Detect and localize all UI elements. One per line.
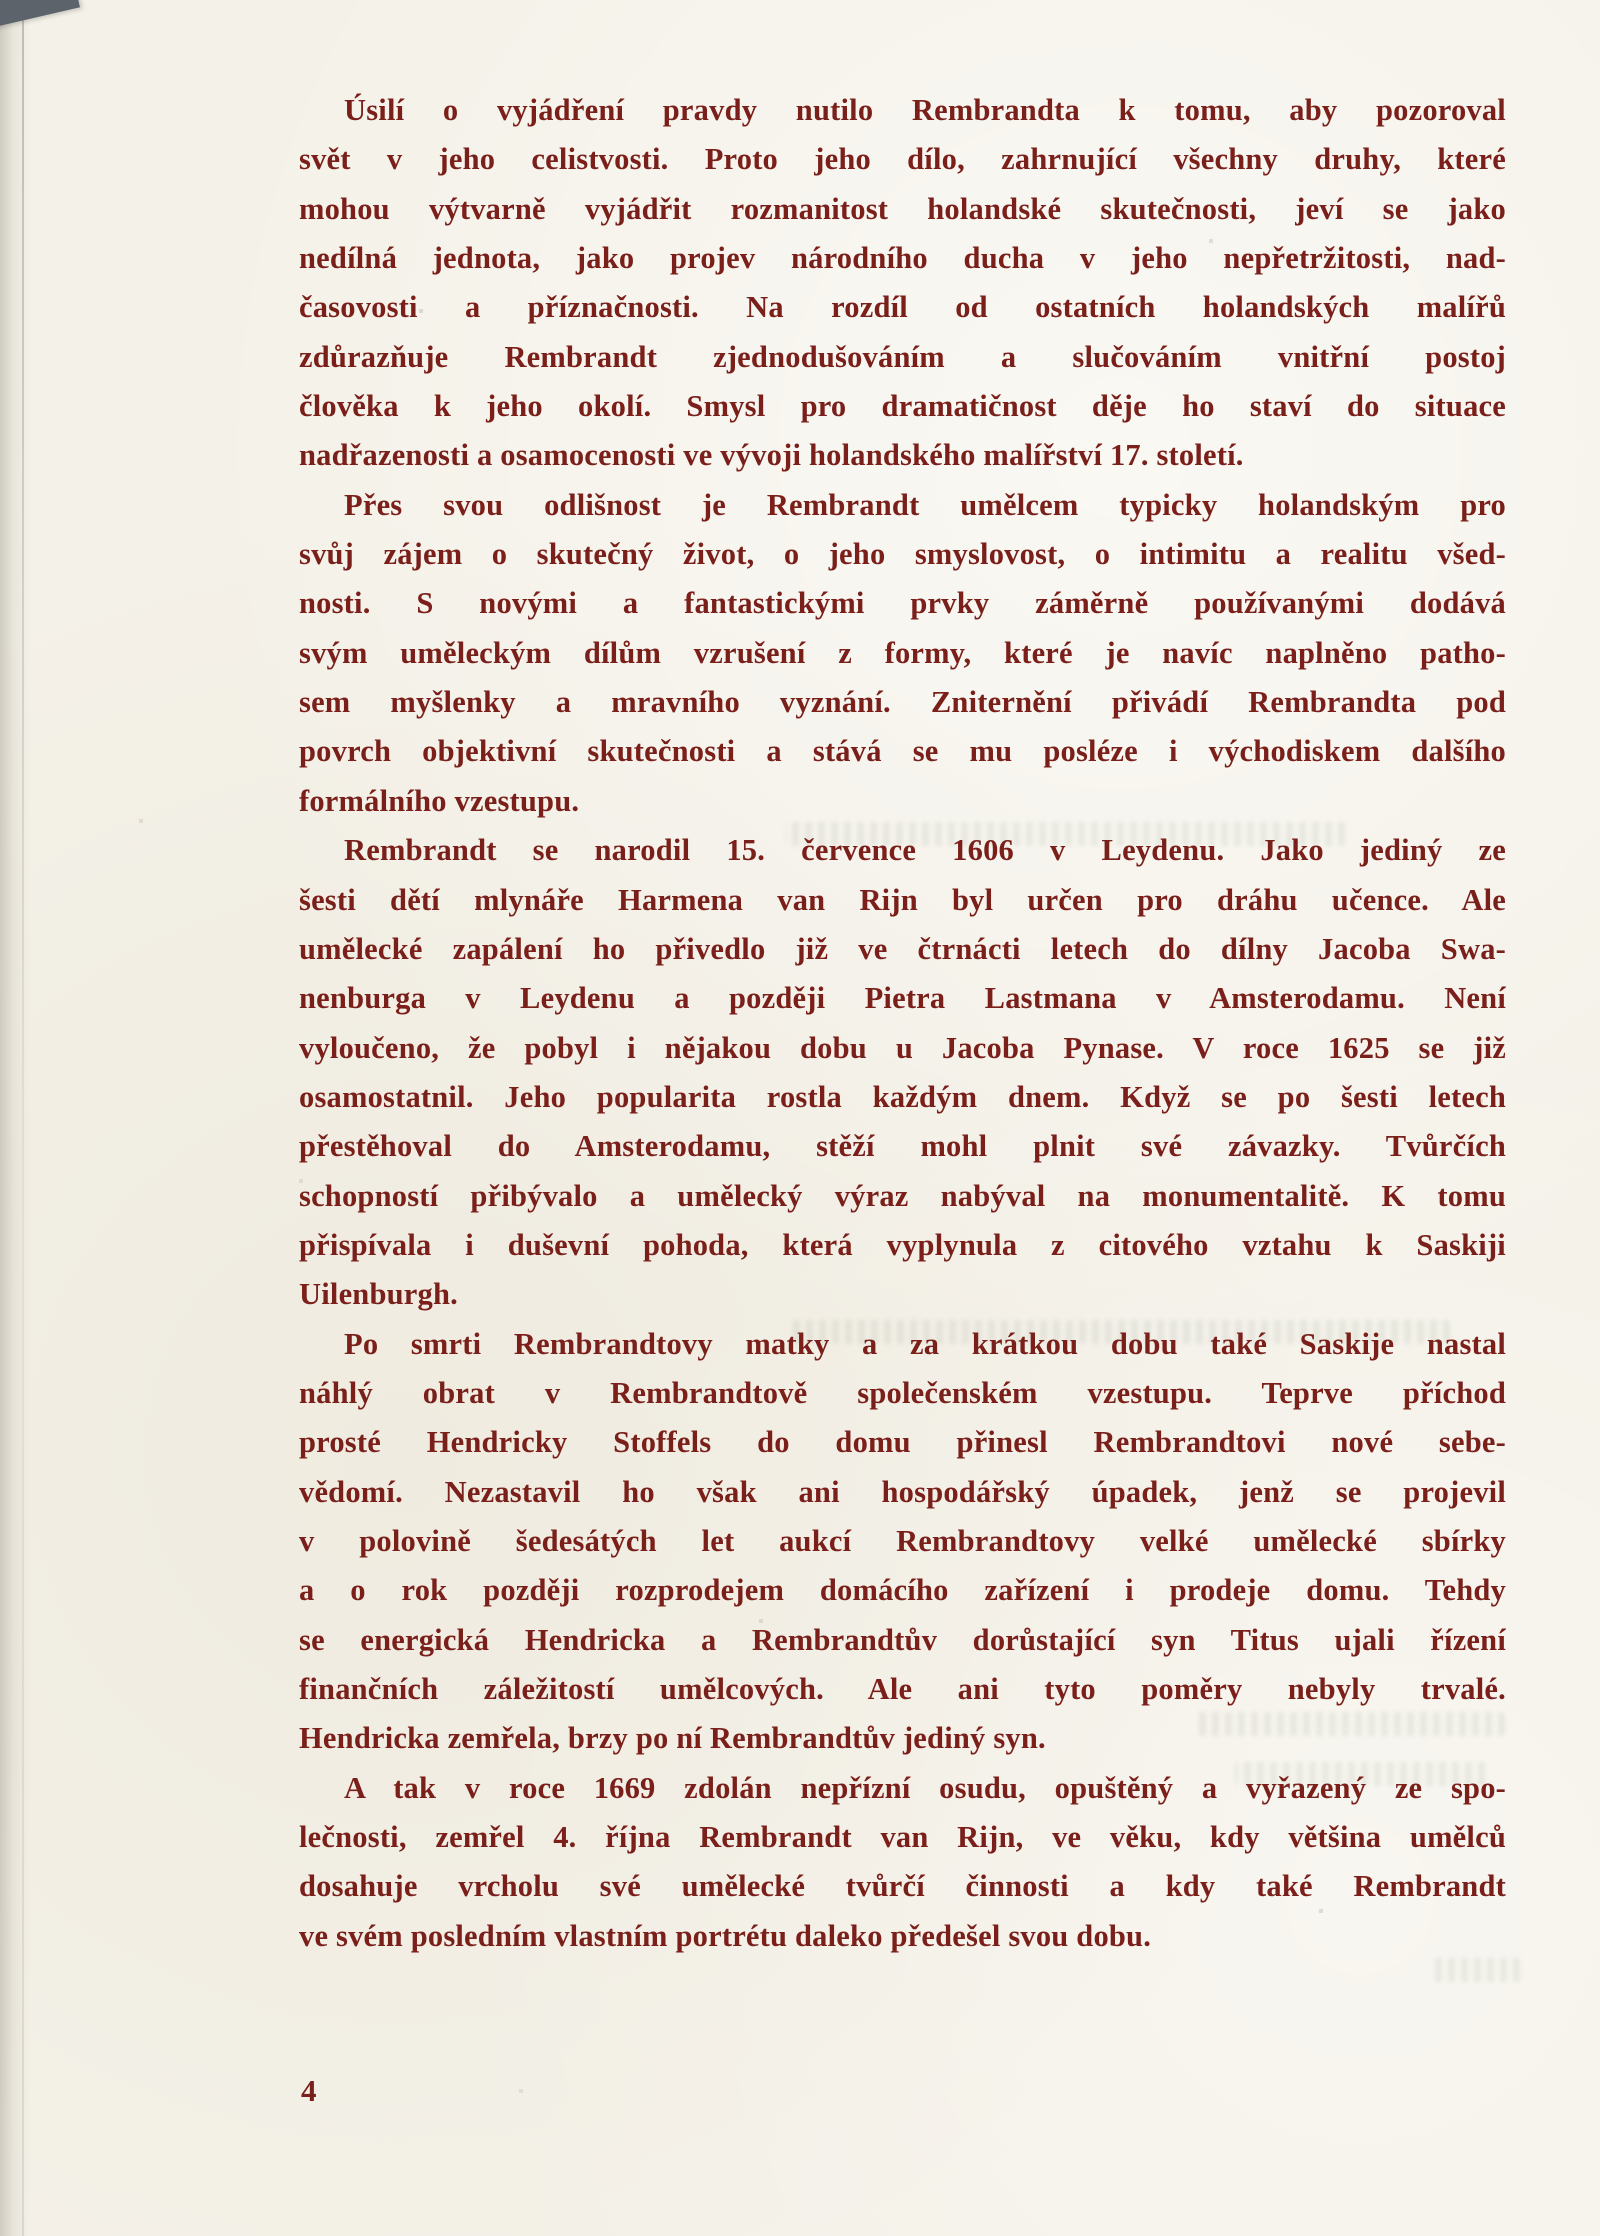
text-line: v polovině šedesátých let aukcí Rembrandtovy velké umělecké sbírky (299, 1523, 1506, 1558)
text-line: A tak v roce 1669 zdolán nepřízní osudu, opuštěný a vyřazený ze spo- (344, 1770, 1506, 1805)
text-line: a o rok později rozprodejem domácího zařízení i prodeje domu. Tehdy (299, 1573, 1506, 1608)
paragraph (299, 86, 1506, 481)
text-line: přispívala i duševní pohoda, která vyplynula z citového vztahu k Saskiji (299, 1227, 1506, 1262)
text-line: přestěhoval do Amsterodamu, stěží mohl plnit své závazky. Tvůrčích (299, 1129, 1506, 1164)
text-line: lečnosti, zemřel 4. října Rembrandt van Rijn, ve věku, kdy většina umělců (299, 1820, 1506, 1855)
text-line: nedílná jednota, jako projev národního ducha v jeho nepřetržitosti, nad- (299, 241, 1506, 276)
text-line: nadřazenosti a osamocenosti ve vývoji holandského malířství 17. století. (299, 438, 1244, 473)
text-line: dosahuje vrcholu své umělecké tvůrčí činnosti a kdy také Rembrandt (299, 1869, 1506, 1904)
text-line: vědomí. Nezastavil ho však ani hospodářský úpadek, jenž se projevil (299, 1474, 1506, 1509)
text-line: mohou výtvarně vyjádřit rozmanitost holandské skutečnosti, jeví se jako (299, 191, 1506, 226)
text-line: nosti. S novými a fantastickými prvky záměrně používanými dodává (299, 586, 1506, 621)
paper-speckles (0, 0, 2, 2)
text-line: osamostatnil. Jeho popularita rostla každým dnem. Když se po šesti letech (299, 1079, 1506, 1114)
text-line: sem myšlenky a mravního vyznání. Zniternění přivádí Rembrandta pod (299, 685, 1506, 720)
text-line: umělecké zapálení ho přivedlo již ve čtrnácti letech do dílny Jacoba Swa- (299, 931, 1506, 966)
text-line: prosté Hendricky Stoffels do domu přinesl Rembrandtovi nové sebe- (299, 1425, 1506, 1460)
text-line: vyloučeno, že pobyl i nějakou dobu u Jacoba Pynase. V roce 1625 se již (299, 1030, 1506, 1065)
body-text (299, 86, 1506, 1961)
text-line: Po smrti Rembrandtovy matky a za krátkou dobu také Saskije nastal (344, 1326, 1506, 1361)
show-through-smudge (1430, 1958, 1520, 1982)
text-line: finančních záležitostí umělcových. Ale ani tyto poměry nebyly trvalé. (299, 1672, 1506, 1706)
text-line: svět v jeho celistvosti. Proto jeho dílo, zahrnující všechny druhy, které (299, 142, 1506, 177)
text-line: Úsilí o vyjádření pravdy nutilo Rembrandta k tomu, aby pozoroval (344, 93, 1506, 127)
text-line: šesti dětí mlynáře Harmena van Rijn byl určen pro dráhu učence. Ale (299, 882, 1506, 917)
paragraph (299, 481, 1506, 826)
paragraph (299, 826, 1506, 1319)
text-line: Přes svou odlišnost je Rembrandt umělcem typicky holandským pro (344, 487, 1506, 522)
text-line: zdůrazňuje Rembrandt zjednodušováním a slučováním vnitřní postoj (299, 339, 1506, 374)
page-number: 4 (301, 2073, 317, 2108)
text-line: časovosti a příznačnosti. Na rozdíl od ostatních holandských malířů (299, 290, 1506, 325)
text-line: člověka k jeho okolí. Smysl pro dramatičnost děje ho staví do situace (299, 389, 1506, 424)
text-line: Hendricka zemřela, brzy po ní Rembrandtův jediný syn. (299, 1721, 1046, 1756)
text-line: povrch objektivní skutečnosti a stává se mu posléze i východiskem dalšího (299, 734, 1506, 769)
text-line: Rembrandt se narodil 15. července 1606 v Leydenu. Jako jediný ze (344, 833, 1506, 868)
text-line: nenburga v Leydenu a později Pietra Lastmana v Amsterodamu. Není (299, 981, 1506, 1016)
text-line: se energická Hendricka a Rembrandtův dorůstající syn Titus ujali řízení (299, 1622, 1506, 1657)
text-line: schopností přibývalo a umělecký výraz nabýval na monumentalitě. K tomu (299, 1178, 1506, 1213)
text-line: svým uměleckým dílům vzrušení z formy, které je navíc naplněno patho- (299, 635, 1506, 670)
text-line: formálního vzestupu. (299, 783, 580, 818)
text-line: svůj zájem o skutečný život, o jeho smyslovost, o intimitu a realitu všed- (299, 537, 1506, 572)
text-line: ve svém posledním vlastním portrétu daleko předešel svou dobu. (299, 1918, 1152, 1953)
page-crease-line (22, 0, 24, 2236)
paragraph (299, 1764, 1506, 1961)
text-line: Uilenburgh. (299, 1277, 458, 1312)
paragraph (299, 1320, 1506, 1764)
text-line: náhlý obrat v Rembrandtově společenském vzestupu. Teprve příchod (299, 1375, 1506, 1410)
page-edge-shadow (0, 0, 30, 2236)
